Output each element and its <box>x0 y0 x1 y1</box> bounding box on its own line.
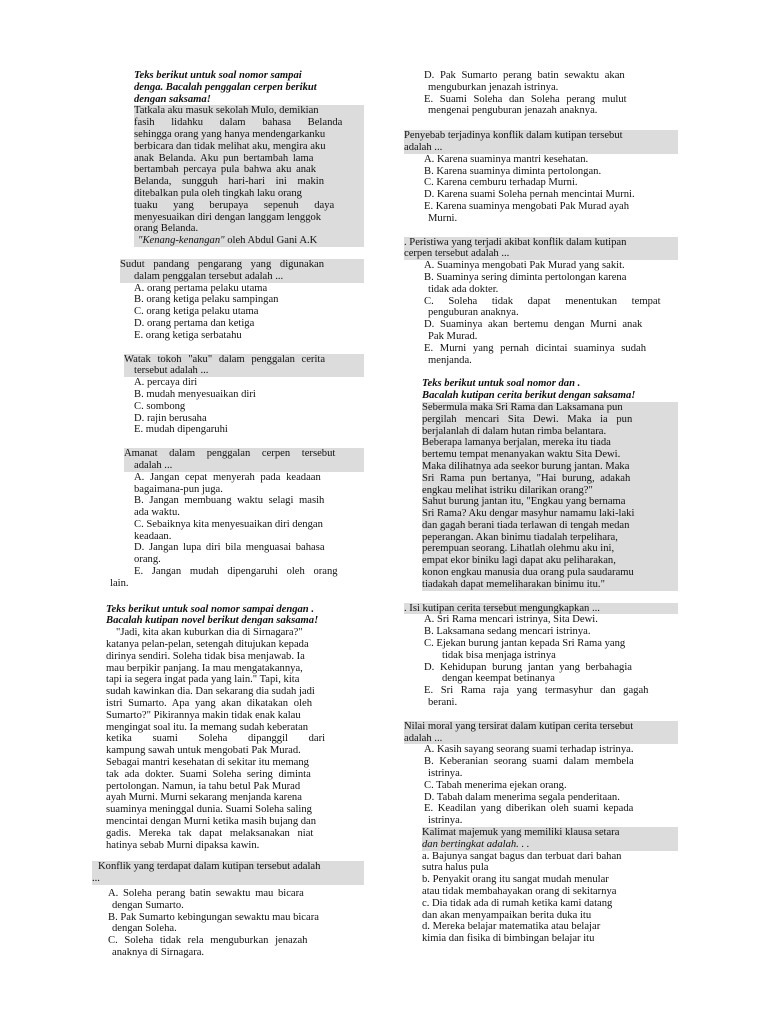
passage-line: suaminya meninggal dunia. Suami Soleha saling <box>106 804 312 816</box>
option: D. Pak Sumarto perang batin sewaktu akan <box>424 70 625 81</box>
passage-line: Sri Rama pun bertanya, "Hai burung, adakah <box>422 472 631 484</box>
question-4-stem <box>92 861 364 885</box>
instruction-line: Bacalah kutipan novel berikut dengan saksama! <box>106 615 319 627</box>
passage-line: fasih lidahku dalam bahasa Belanda <box>134 117 343 129</box>
passage-line: Sebermula maka Sri Rama dan Laksamana pun <box>422 401 623 413</box>
passage-line: mengingat soal itu. Ia memang sudah keberatan <box>106 721 309 733</box>
question-8-stem <box>404 721 678 745</box>
option: A. orang pertama pelaku utama <box>134 282 268 294</box>
option: A. Kasih sayang seorang suami terhadap istrinya. <box>424 744 634 756</box>
passage-line: orang Belanda. <box>134 223 199 235</box>
option: menguburkan jenazah istrinya. <box>428 81 559 93</box>
option: C. Soleha tidak dapat menentukan tempat <box>424 295 661 307</box>
question-6-options <box>404 260 678 366</box>
option: D. Kehidupan burung jantan yang berbahagia <box>424 661 632 673</box>
question-stem-line: dan bertingkat adalah. . . <box>422 838 530 850</box>
passage-line: katanya pelan-pelan, setengah ditujukan kepada <box>106 639 309 651</box>
option: A. Soleha perang batin sewaktu mau bicara <box>108 888 304 899</box>
option: keadaan. <box>134 530 172 542</box>
question-1-options <box>120 283 364 342</box>
passage-line: ditebalkan pula oleh tingkah laku orang <box>134 187 302 199</box>
passage-line: Sahut burung jantan itu, "Engkau yang bernama <box>422 496 626 508</box>
passage-line: gadis. Mereka tak dapat melaksanakan niat <box>106 827 314 839</box>
passage-line: berbicara dan tidak melihat aku, mengira aku <box>134 140 326 152</box>
passage-line: Belanda, sungguh hari-hari ini makin <box>134 176 324 188</box>
passage-line: "Jadi, kita akan kuburkan dia di Sirnagara?" <box>116 627 303 639</box>
passage-line: engkau melihat istriku dilarikan orang?" <box>422 484 593 496</box>
option: atau tidak membahayakan orang di sekitarnya <box>422 886 617 897</box>
left-column <box>92 70 364 959</box>
question-9-stem <box>422 827 678 851</box>
question-7-options <box>404 614 678 708</box>
option: B. Jangan membuang waktu selagi masih <box>134 495 325 507</box>
option: D. Tabah dalam menerima segala penderitaan. <box>424 791 620 803</box>
passage-line: Sumarto?" Pikirannya makin tidak enak kalau <box>106 709 301 721</box>
section-1-instruction <box>134 70 364 105</box>
question-3-stem <box>124 448 364 472</box>
right-column <box>404 70 678 945</box>
option: A. Sri Rama mencari istrinya, Sita Dewi. <box>424 614 598 626</box>
passage-source <box>134 235 364 247</box>
option: E. Suami Soleha dan Soleha perang mulut <box>424 93 627 105</box>
section-2-instruction <box>106 604 364 628</box>
passage-line: bertambah percaya pula bahwa aku anak <box>134 164 317 176</box>
source-title: "Kenang-kenangan" <box>138 235 225 247</box>
option: c. Dia tidak ada di rumah ketika kami datang <box>422 897 613 909</box>
option: C. sombong <box>134 400 186 412</box>
question-3 <box>92 448 364 590</box>
section-3-instruction <box>422 378 678 402</box>
question-stem-line: tersebut adalah ... <box>134 365 209 377</box>
option: dengan Soleha. <box>112 923 177 935</box>
instruction-line: denga. Bacalah penggalan cerpen berikut <box>134 81 317 93</box>
option: B. Keberanian seorang suami dalam membela <box>424 756 634 768</box>
passage-line: tapi ia segera ingat pada yang lain." Tapi, kita <box>106 674 300 686</box>
option: dengan keempat betinanya <box>442 673 555 685</box>
question-stem-line: ... <box>92 873 100 885</box>
option: E. Sri Rama raja yang termasyhur dan gagah <box>424 685 649 697</box>
option: A. Suaminya mengobati Pak Murad yang sakit. <box>424 260 625 272</box>
question-1 <box>92 259 364 342</box>
question-stem-line: cerpen tersebut adalah ... <box>404 248 510 260</box>
question-7-stem <box>404 603 678 615</box>
instruction-line: Teks berikut untuk soal nomor sampai <box>134 70 302 81</box>
option: B. Pak Sumarto kebingungan sewaktu mau bicara <box>108 911 319 923</box>
option: C. Soleha tidak rela menguburkan jenazah <box>108 935 308 947</box>
section-2 <box>92 604 364 852</box>
passage-line: ayah Murni. Murni sekarang menjanda karena <box>106 792 302 804</box>
passage-line: Beberapa lamanya berjalan, mereka itu tiada <box>422 437 611 449</box>
section-2-passage <box>106 627 364 851</box>
option: E. mudah dipengaruhi <box>134 424 228 436</box>
instruction-line: dengan saksama! <box>134 93 211 105</box>
option: E. Jangan mudah dipengaruhi oleh orang <box>134 566 338 578</box>
option: berani. <box>428 697 458 709</box>
question-stem-line: Penyebab terjadinya konflik dalam kutipan tersebut <box>404 130 623 142</box>
option: C. Ejekan burung jantan kepada Sri Rama yang <box>424 638 626 650</box>
passage-line: Tatkala aku masuk sekolah Mulo, demikian <box>134 105 319 117</box>
passage-line: tiadakah dapat memeliharakan binimu itu." <box>422 578 605 590</box>
passage-line: empat ekor biniku lagi dapat aku peliharakan, <box>422 555 616 567</box>
option: A. Karena suaminya mantri kesehatan. <box>424 153 589 165</box>
instruction-line: Bacalah kutipan cerita berikut dengan saksama! <box>422 390 636 402</box>
passage-line: berjalanlah di dalam hutan rimba belantara. <box>422 425 607 437</box>
passage-line: tuaku yang berupaya sepenuh daya <box>134 199 335 211</box>
question-2-options <box>124 377 364 436</box>
option: C. Sebaiknya kita menyesuaikan diri dengan <box>134 518 323 530</box>
passage-line: dan gagah berani tiada terlawan di tengah medan <box>422 519 630 531</box>
passage-line: menyesuaikan diri dengan langgam lenggok <box>134 211 322 223</box>
section-3-passage <box>422 402 678 591</box>
instruction-line: Teks berikut untuk soal nomor dan . <box>422 378 581 390</box>
passage-line: ketika suami Soleha dipanggil dari <box>106 733 326 745</box>
passage-line: kampung sawah untuk mengobati Pak Murad. <box>106 745 301 757</box>
passage-line: konon engkau manusia dua orang pula saudaramu <box>422 567 634 579</box>
question-7 <box>404 603 678 709</box>
option: A. Jangan cepat menyerah pada keadaan <box>134 471 321 483</box>
source-author: oleh Abdul Gani A.K <box>224 235 318 247</box>
passage-line: anak Belanda. Aku pun bertambah lama <box>134 152 314 164</box>
question-9-options <box>404 851 678 945</box>
question-4-options-continued <box>404 70 678 117</box>
option: istrinya. <box>428 768 463 780</box>
passage-line: pergilah mencari Sita Dewi. Maka ia pun <box>422 413 633 425</box>
instruction-line: Teks berikut untuk soal nomor sampai dengan . <box>106 603 315 615</box>
passage-line: bertemu tempat menanyakan waktu Sita Dewi. <box>422 449 621 461</box>
passage-line: tak ada dokter. Suami Soleha sering diminta <box>106 768 311 780</box>
option: sutra halus pula <box>422 862 489 874</box>
option: Murni. <box>428 212 458 224</box>
question-8 <box>404 721 678 827</box>
option: D. Karena suami Soleha pernah mencintai Murni. <box>424 189 635 201</box>
passage-line: sudah kawinkan dia. Dan sekarang dia sudah jadi <box>106 686 315 698</box>
option: E. Murni yang pernah dicintai suaminya sudah <box>424 342 646 354</box>
option: ada waktu. <box>134 507 180 519</box>
option: tidak bisa menjaga istrinya <box>442 649 556 661</box>
option: C. Tabah menerima ejekan orang. <box>424 779 567 791</box>
section-1 <box>92 70 364 247</box>
question-stem-line: adalah ... <box>404 141 443 153</box>
option: E. orang ketiga serbatahu <box>134 329 242 341</box>
option: kimia dan fisika di bimbingan belajar itu <box>422 933 595 945</box>
passage-line: dirinya sendiri. Soleha tidak bisa menjawab. Ia <box>106 650 305 662</box>
section-1-passage <box>134 105 364 235</box>
passage-line: mau berpikir panjang. Ia mau mengatakannya, <box>106 662 303 674</box>
question-stem-line: Sudut pandang pengarang yang digunakan <box>120 258 325 270</box>
option: D. orang pertama dan ketiga <box>134 317 255 329</box>
option: penguburan anaknya. <box>428 307 519 319</box>
option: E. Keadilan yang diberikan oleh suami kepada <box>424 803 634 815</box>
question-stem-line: . Peristiwa yang terjadi akibat konflik dalam kutipan <box>404 236 627 248</box>
option: D. Jangan lupa diri bila menguasai bahasa <box>134 542 325 554</box>
option: mengenai penguburan jenazah anaknya. <box>428 105 598 117</box>
option: menjanda. <box>428 354 472 366</box>
option: C. orang ketiga pelaku utama <box>134 306 259 318</box>
question-4-options <box>92 888 364 959</box>
passage-line: pertolongan. Namun, ia tahu betul Pak Murad <box>106 780 301 792</box>
question-stem-line: Amanat dalam penggalan cerpen tersebut <box>124 448 336 460</box>
option: bagaimana-pun juga. <box>134 483 223 495</box>
option: dan akan menyampaikan berita duka itu <box>422 909 592 921</box>
option: C. Karena cemburu terhadap Murni. <box>424 177 578 189</box>
question-stem-line: Nilai moral yang tersirat dalam kutipan cerita tersebut <box>404 720 634 732</box>
option: b. Penyakit orang itu sangat mudah menular <box>422 874 609 886</box>
question-stem-line: adalah ... <box>404 732 443 744</box>
option: B. orang ketiga pelaku sampingan <box>134 294 279 306</box>
question-stem-line: Watak tokoh "aku" dalam penggalan cerita <box>124 353 326 365</box>
passage-line: hatinya sebab Murni dipaksa kawin. <box>106 839 260 851</box>
question-6 <box>404 237 678 367</box>
question-8-options <box>404 744 678 827</box>
question-5-stem <box>404 130 678 154</box>
option: Pak Murad. <box>428 330 478 342</box>
option: anaknya di Sirnagara. <box>112 946 205 958</box>
option: B. Karena suaminya diminta pertolongan. <box>424 165 602 177</box>
option: tidak ada dokter. <box>428 283 499 295</box>
option: B. Suaminya sering diminta pertolongan karena <box>424 271 627 283</box>
section-3 <box>404 378 678 590</box>
question-2 <box>92 354 364 437</box>
passage-line: sehingga orang yang hanya mendengarkanku <box>134 128 326 140</box>
option: D. rajin berusaha <box>134 412 207 424</box>
option: dengan Sumarto. <box>112 899 184 911</box>
option: B. mudah menyesuaikan diri <box>134 388 256 400</box>
question-5 <box>404 130 678 224</box>
question-stem-line: dalam penggalan tersebut adalah ... <box>134 270 284 282</box>
question-stem-line: adalah ... <box>134 459 173 471</box>
passage-line: Sri Rama? Aku dengar masyhur namamu laki-laki <box>422 508 635 520</box>
option: B. Laksamana sedang mencari istrinya. <box>424 626 591 638</box>
option: a. Bajunya sangat bagus dan terbuat dari bahan <box>422 850 622 862</box>
passage-line: Sebagai mantri kesehatan di sekitar itu memang <box>106 757 309 769</box>
question-4 <box>92 861 364 958</box>
option: d. Mereka belajar matematika atau belajar <box>422 921 601 933</box>
passage-line: istri Sumarto. Apa yang akan dikatakan oleh <box>106 698 312 710</box>
question-stem-line: Konflik yang terdapat dalam kutipan tersebut adalah <box>98 861 321 873</box>
question-2-stem <box>124 354 364 378</box>
question-stem-line: Kalimat majemuk yang memiliki klausa setara <box>422 827 620 839</box>
question-9 <box>404 827 678 945</box>
question-3-options <box>92 472 364 578</box>
passage-line: mencintai dengan Murni ketika masih bujang dan <box>106 816 317 828</box>
question-stem-line: . Isi kutipan cerita tersebut mengungkapkan ... <box>404 602 600 614</box>
option: istrinya. <box>428 815 463 827</box>
passage-line: peperangan. Akan binimu tiadalah terpelihara, <box>422 531 618 543</box>
passage-line: perempuan seorang. Lihatlah olehmu aku ini, <box>422 543 615 555</box>
option: D. Suaminya akan bertemu dengan Murni anak <box>424 319 643 331</box>
option: A. percaya diri <box>134 377 198 389</box>
option-continuation: lain. <box>110 577 129 589</box>
option: E. Karena suaminya mengobati Pak Murad ayah <box>424 200 630 212</box>
question-1-stem <box>120 259 364 283</box>
question-5-options <box>404 154 678 225</box>
option: orang. <box>134 554 161 566</box>
question-6-stem <box>404 237 678 261</box>
passage-line: Maka dilihatnya ada seekor burung jantan. Maka <box>422 460 630 472</box>
